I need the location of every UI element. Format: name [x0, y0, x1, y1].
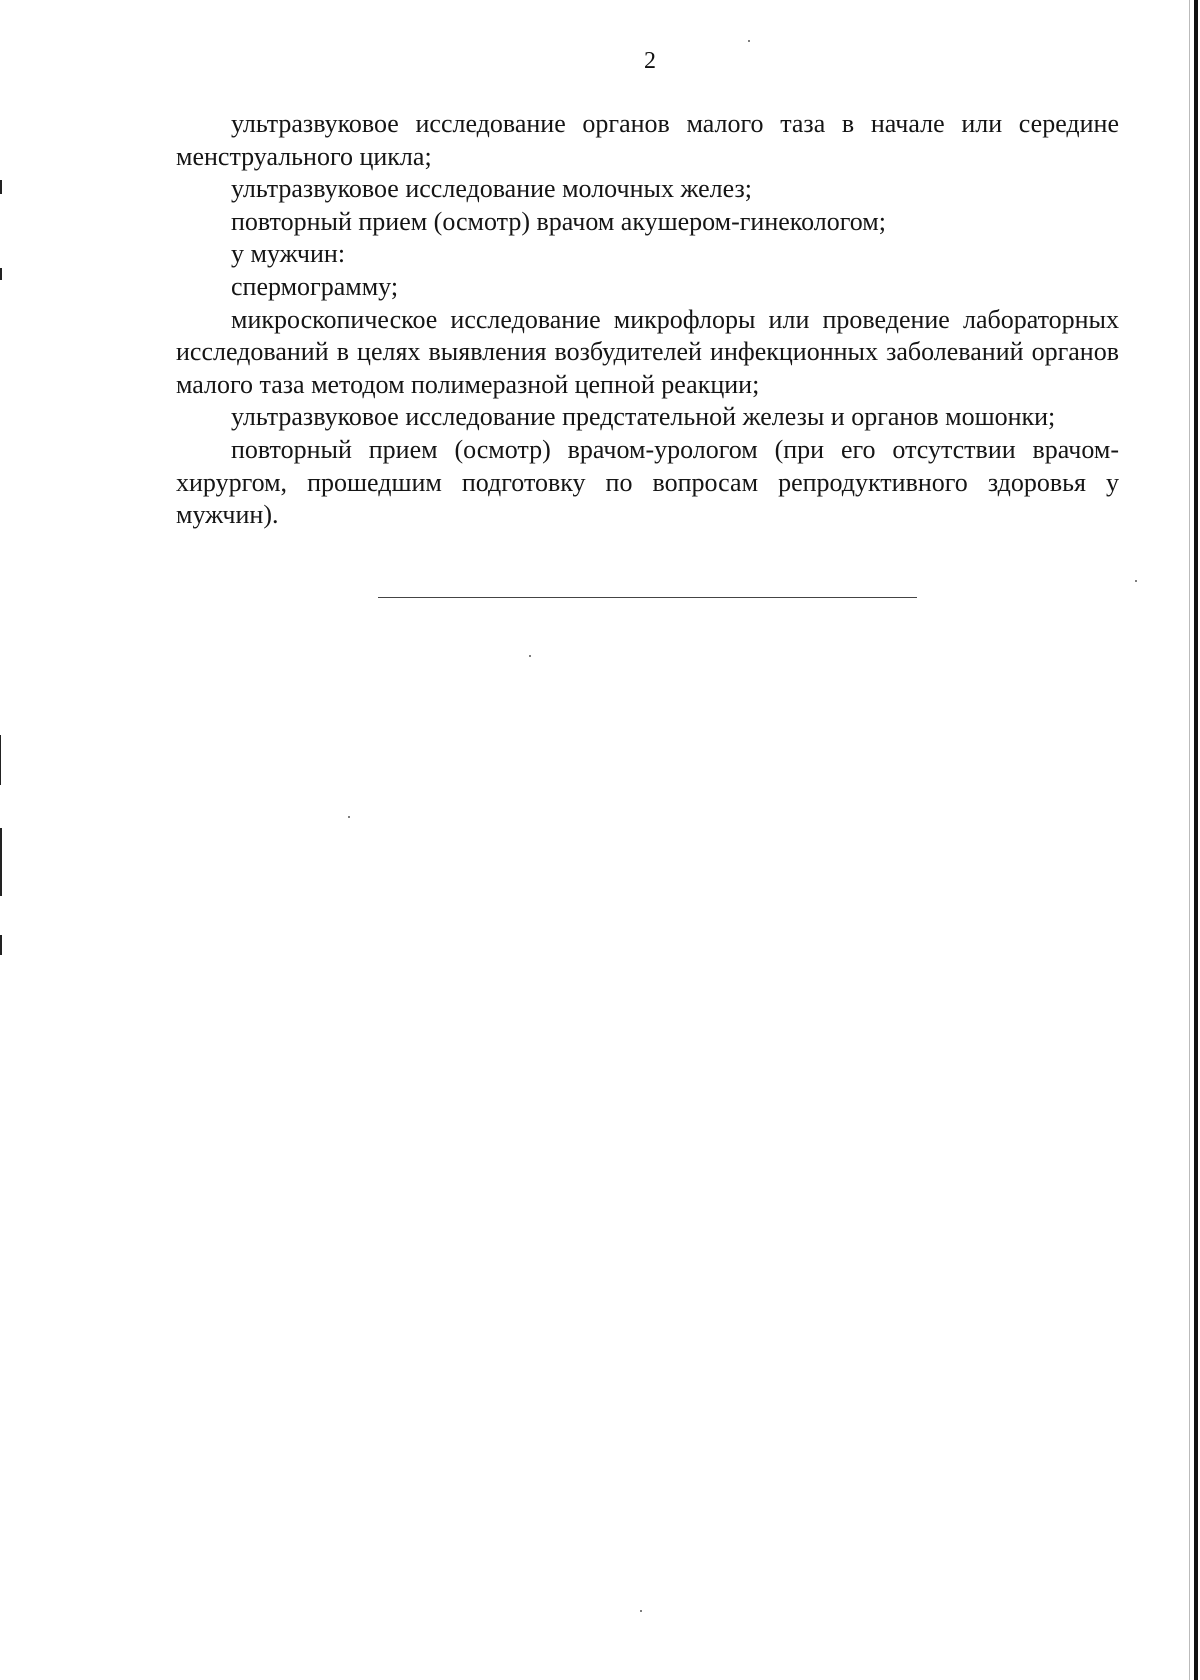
list-item: ультразвуковое исследование предстательной железы и органов мошонки;: [231, 402, 1056, 432]
scan-mark-left: [0, 268, 2, 280]
scan-mark-left: [0, 180, 2, 194]
scan-mark-left: [0, 828, 2, 896]
scan-speck: [748, 40, 750, 42]
scan-mark-left: [0, 935, 2, 955]
list-item: у мужчин:: [231, 239, 346, 269]
list-item: микроскопическое исследование микрофлоры или проведение лабораторных исследований в целях выявления возбудителей инфекционных заболеваний органов малого таза методом полимеразной цепной реакции;: [176, 304, 1119, 399]
list-item: спермограмму;: [231, 271, 399, 301]
scan-speck: [348, 816, 350, 818]
list-item: повторный прием (осмотр) врачом акушером-гинекологом;: [231, 206, 886, 236]
scan-border-right: [1194, 0, 1198, 1680]
scan-speck: [640, 1610, 642, 1612]
scan-speck: [1135, 580, 1137, 582]
list-item: ультразвуковое исследование молочных желез;: [231, 174, 752, 204]
scan-border-right-inner: [1189, 0, 1190, 1680]
end-separator-line: [378, 597, 917, 598]
scan-speck: [529, 655, 531, 657]
document-body: [176, 108, 1119, 532]
scan-mark-left: [0, 735, 1, 785]
page-number: 2: [644, 48, 656, 74]
list-item: ультразвуковое исследование органов малого таза в начале или середине менструального цикла;: [176, 109, 1119, 171]
list-item: повторный прием (осмотр) врачом-урологом (при его отсутствии врачом-хирургом, прошедшим подготовку по вопросам репродуктивного здоровья у мужчин).: [176, 434, 1119, 530]
